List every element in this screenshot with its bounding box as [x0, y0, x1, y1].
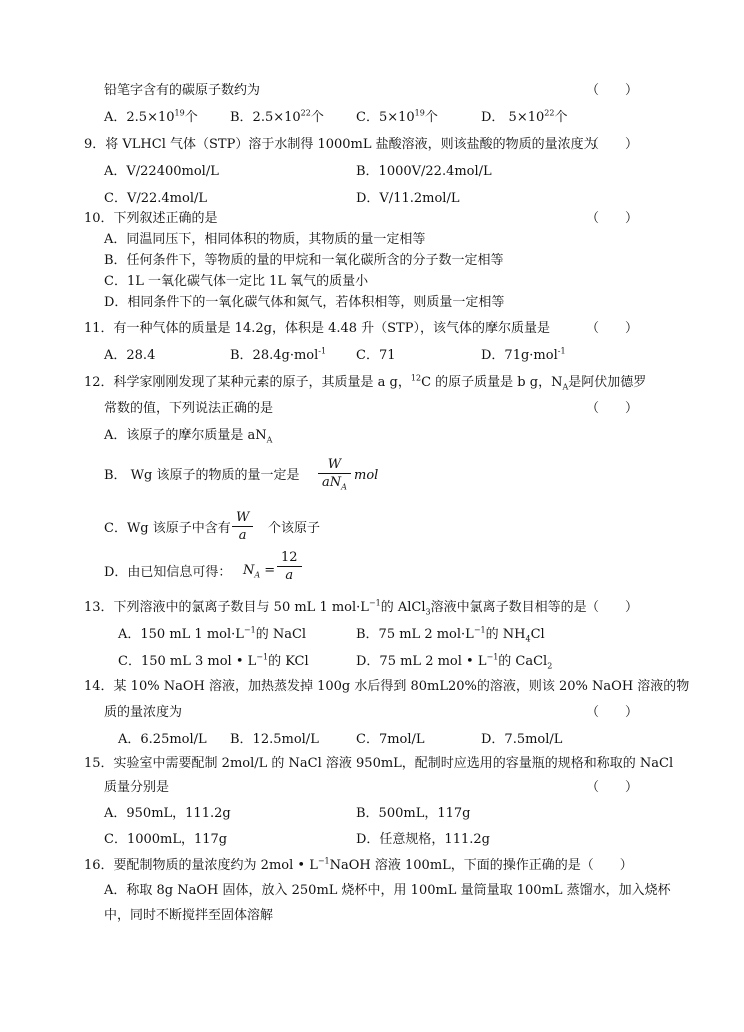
q16-option-a: A．称取 8g NaOH 固体，放入 250mL 烧杯中，用 100mL 量筒量取 100mL 蒸馏水，加入烧杯	[104, 883, 671, 898]
q13-option-d: D．75 mL 2 mol • $L^{-1}$的 CaCl$_2$	[356, 652, 553, 671]
q11-option-d: D．71g·mol$^{-1}$	[481, 346, 566, 363]
q15-stem: 15．实验室中需要配制 2mol/L 的 NaCl 溶液 950mL，配制时应选用的容量瓶的规格和称取的 NaCl	[84, 756, 674, 771]
answer-bracket: （ ）	[586, 401, 639, 416]
q16-stem: 16．要配制物质的量浓度约为 2mol • $L^{-1}NaOH$ 溶液 100mL，下面的操作正确的是（ ）	[84, 856, 633, 873]
q12-b-unit: mol	[354, 468, 379, 483]
denominator: a	[232, 526, 253, 542]
q10-stem: 10．下列叙述正确的是	[84, 211, 218, 226]
q12-c-fraction	[232, 511, 253, 542]
q14-option-d: D．7.5mol/L	[481, 732, 563, 747]
q10-option-a: A．同温同压下，相同体积的物质，其物质的量一定相等	[104, 232, 426, 247]
q9-option-b: B．1000V/22.4mol/L	[356, 164, 492, 179]
q11-stem: 11．有一种气体的质量是 14.2g，体积是 4.48 升（STP），该气体的摩尔质量是	[84, 321, 550, 336]
q8-option-a: A．$2.5\times 10^{19}$个	[104, 108, 198, 125]
denominator: a	[277, 566, 302, 582]
q11-option-a: A．28.4	[104, 348, 156, 363]
q13-option-b: B．75 mL 2 $mol\cdot L^{-1}$的 $NH_4Cl$	[356, 625, 545, 644]
q9-option-d: D．V/11.2mol/L	[356, 191, 460, 206]
answer-bracket: （ ）	[586, 137, 639, 152]
numerator: 12	[281, 550, 298, 565]
q15-option-b: B．500mL，117g	[356, 806, 471, 821]
q14-option-c: C．7mol/L	[356, 732, 425, 747]
q12-c-tail: 个该原子	[268, 521, 321, 536]
q13-stem: 13．下列溶液中的氯离子数目与 50 mL 1 $mol\cdot L^{-1}$的 AlCl$_3$溶液中氯离子数目相等的是	[84, 598, 587, 617]
q12-stem-line2: 常数的值，下列说法正确的是	[104, 401, 274, 416]
answer-bracket: （ ）	[586, 211, 639, 226]
q11-option-c: C．71	[356, 348, 396, 363]
q12-stem: 12．科学家刚刚发现了某种元素的原子，其质量是 a g，$^{12}$C 的原子质量是 b g，$N_A$是阿伏加德罗	[84, 373, 647, 392]
numerator: W	[327, 457, 342, 472]
answer-bracket: （ ）	[586, 83, 639, 98]
denominator: $aN_A$	[318, 473, 351, 489]
q15-stem-line2: 质量分别是	[104, 780, 170, 795]
q8-option-c: C．$5\times 10^{19}$个	[356, 108, 438, 125]
q14-stem-line2: 质的量浓度为	[104, 705, 183, 720]
q12-b-fraction	[318, 457, 351, 492]
q12-d-fraction	[277, 551, 302, 582]
q8-option-b: B．$2.5\times 10^{22}$个	[230, 108, 324, 125]
q9-option-a: A．V/22400mol/L	[104, 164, 219, 179]
q14-option-a: A．6.25mol/L	[118, 732, 207, 747]
q15-option-a: A．950mL，111.2g	[104, 806, 231, 821]
q12-option-a: A．该原子的摩尔质量是 $aN_A$	[104, 428, 273, 445]
answer-bracket: （ ）	[586, 321, 639, 336]
q15-option-d: D．任意规格，111.2g	[356, 832, 490, 847]
q14-stem: 14．某 10% NaOH 溶液，加热蒸发掉 100g 水后得到 80mL20%的溶液，则该 20% NaOH 溶液的物	[84, 679, 690, 694]
q10-option-d: D．相同条件下的一氧化碳气体和氮气，若体积相等，则质量一定相等	[104, 295, 505, 310]
answer-bracket: （ ）	[586, 600, 639, 615]
q10-option-c: C．1L 一氧化碳气体一定比 1L 氧气的质量小	[104, 274, 369, 289]
q8-option-d: D． $5\times 10^{22}$个	[481, 108, 568, 125]
q11-option-b: B．28.4g·mol$^{-1}$	[230, 346, 327, 363]
q8-stem: 铅笔字含有的碳原子数约为	[104, 83, 261, 98]
numerator: W	[236, 510, 250, 525]
q9-option-c: C．V/22.4mol/L	[104, 191, 207, 206]
q9-stem: 9．将 VLHCl 气体（STP）溶于水制得 1000mL 盐酸溶液，则该盐酸的物质的量浓度为	[84, 137, 597, 152]
q12-option-c: C．Wg 该原子中含有	[104, 521, 231, 536]
q13-option-c: C．150 mL 3 mol • $L^{-1}$的 KCl	[118, 652, 309, 669]
q15-option-c: C．1000mL，117g	[104, 832, 228, 847]
q12-option-b: B． Wg 该原子的物质的量一定是	[104, 468, 300, 483]
q13-option-a: A．150 mL 1 $mol\cdot L^{-1}$的 NaCl	[118, 625, 307, 642]
answer-bracket: （ ）	[586, 780, 639, 795]
q12-d-lhs: $N_A$ =	[243, 563, 276, 580]
answer-bracket: （ ）	[586, 705, 639, 720]
q16-option-a-line2: 中，同时不断搅拌至固体溶解	[104, 908, 274, 923]
q14-option-b: B．12.5mol/L	[230, 732, 319, 747]
q10-option-b: B．任何条件下，等物质的量的甲烷和一氧化碳所含的分子数一定相等	[104, 253, 504, 268]
q12-option-d: D．由已知信息可得：	[104, 565, 232, 580]
